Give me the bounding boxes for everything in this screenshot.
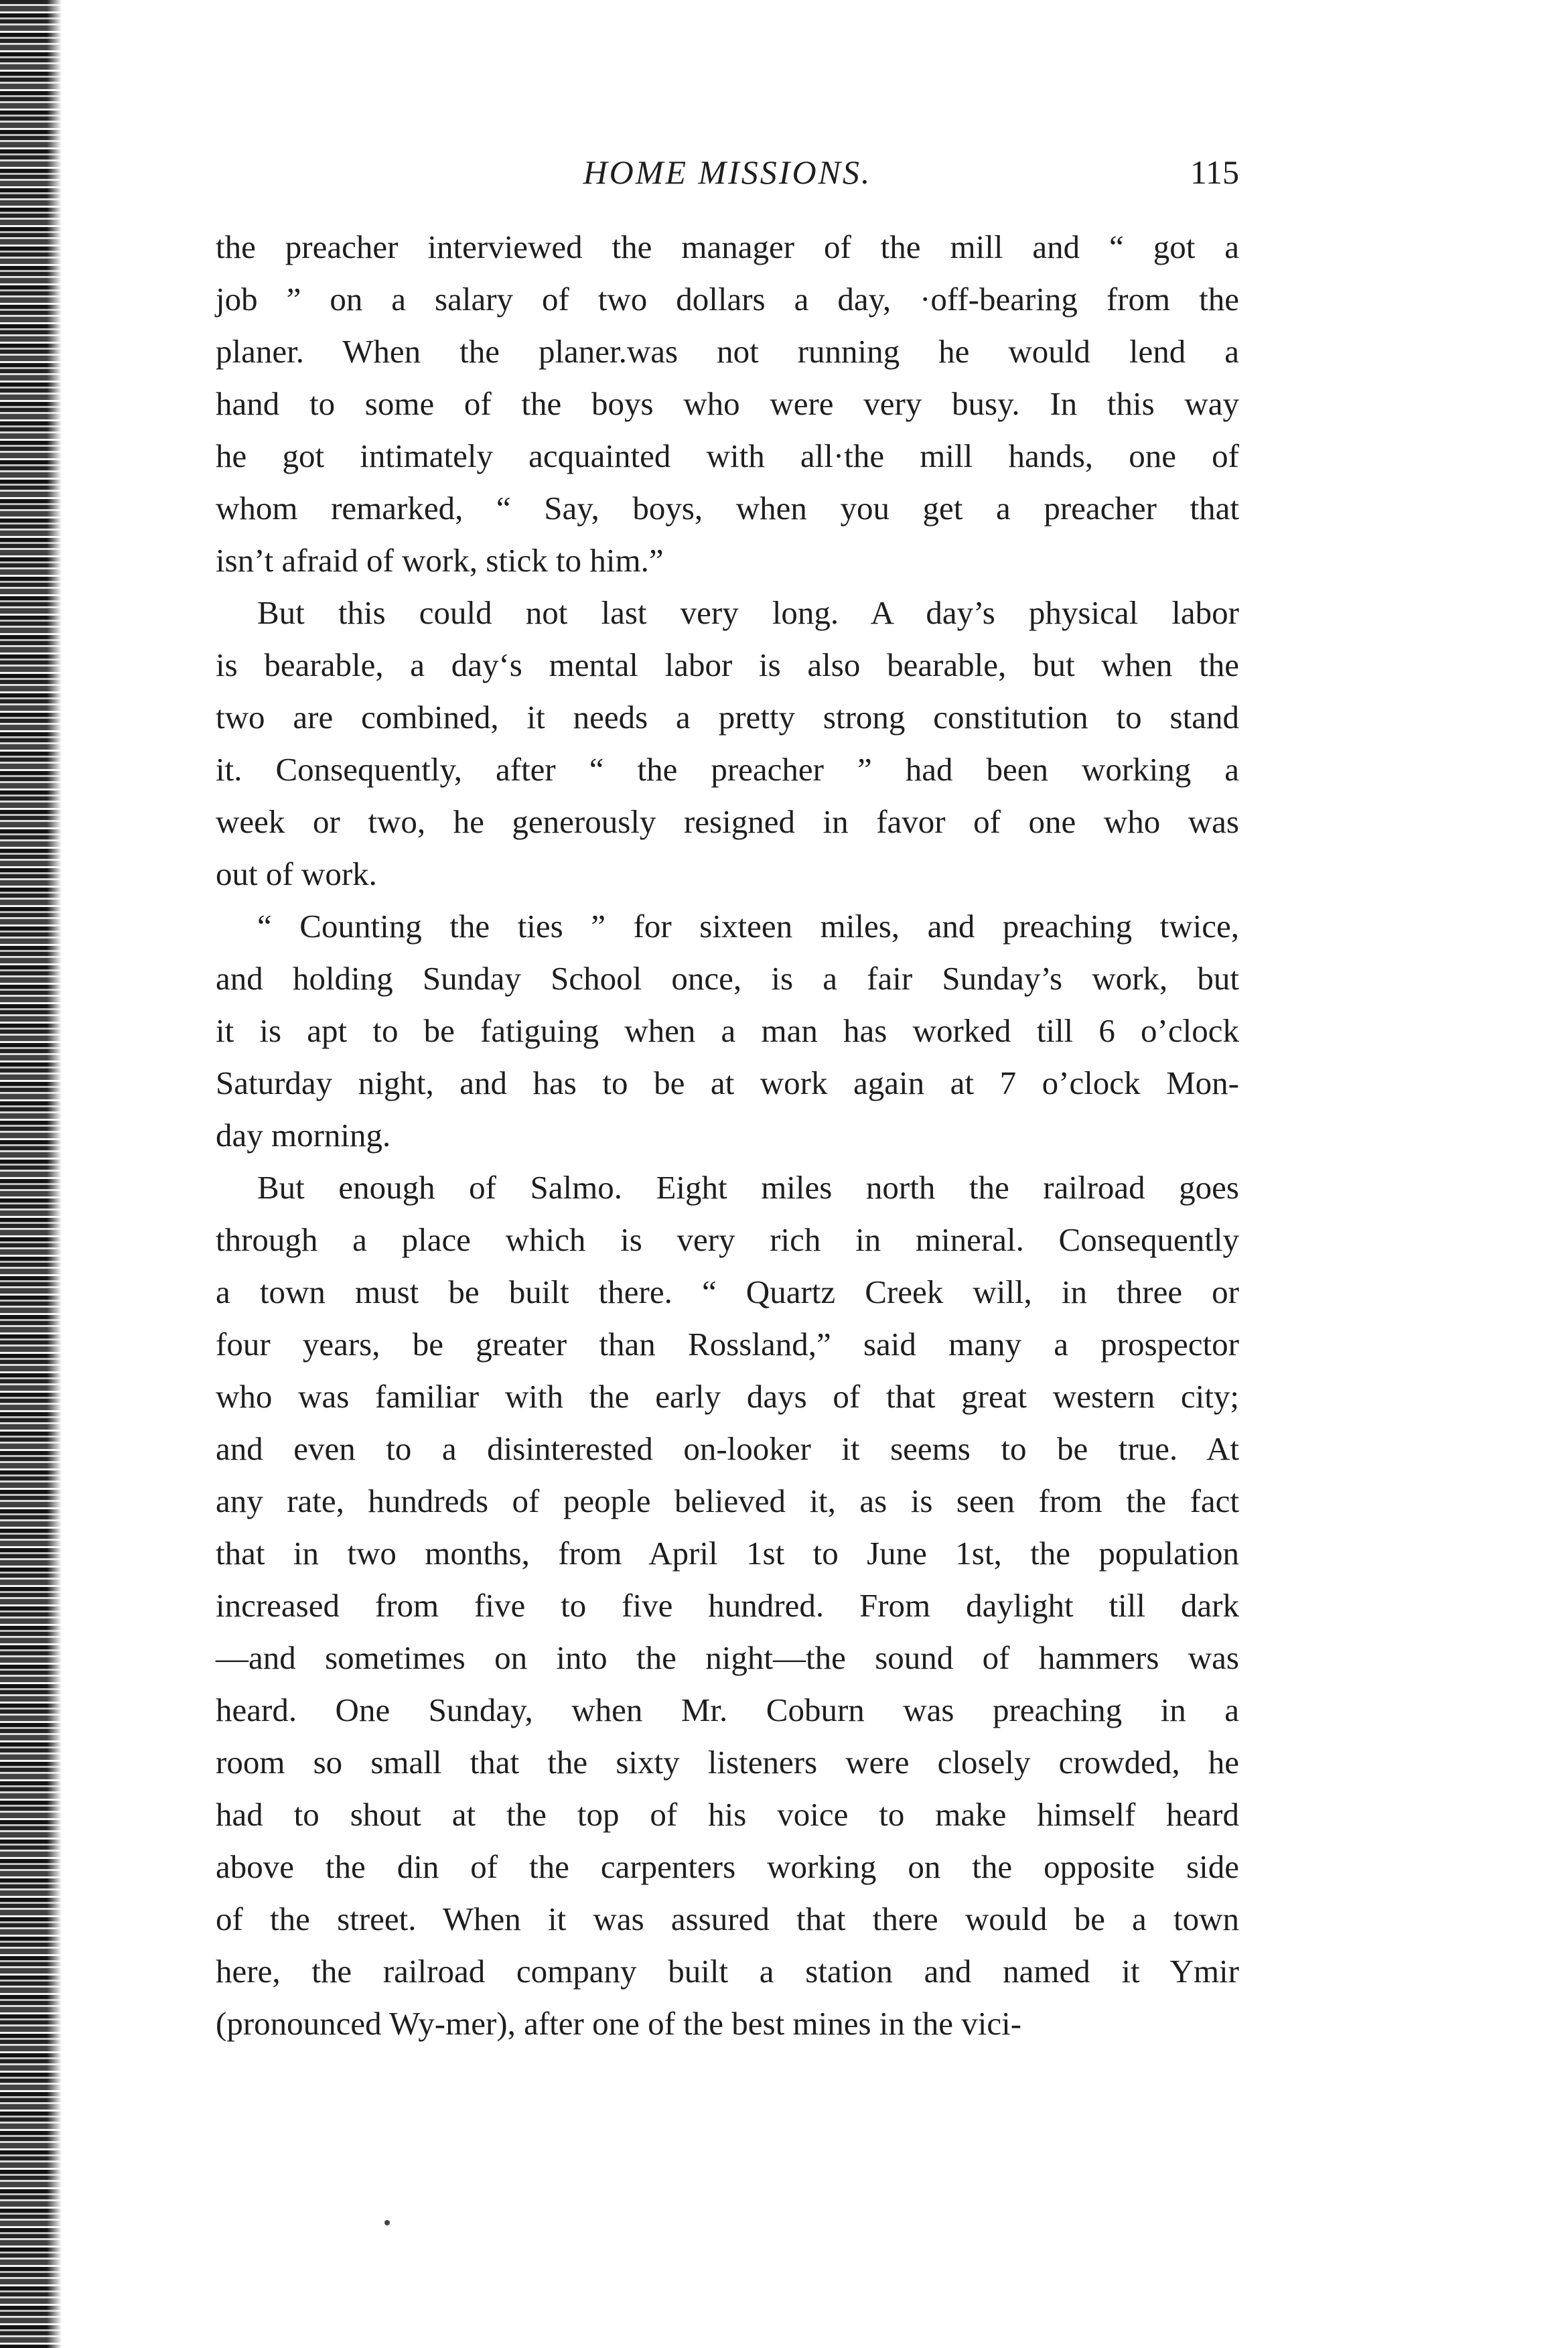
paragraph bbox=[216, 587, 1239, 900]
text-line: whom remarked, “ Say, boys, when you get a preacher that bbox=[216, 490, 1239, 527]
body-text bbox=[216, 221, 1239, 2050]
text-line: increased from five to five hundred. From daylight till dark bbox=[216, 1587, 1239, 1624]
text-line: “ Counting the ties ” for sixteen miles, and preaching twice, bbox=[257, 908, 1239, 945]
paragraph bbox=[216, 1162, 1239, 2050]
text-line: But this could not last very long. A day’s physical labor bbox=[257, 594, 1239, 631]
stray-ink-dot bbox=[384, 2220, 390, 2225]
text-line: isn’t afraid of work, stick to him.” bbox=[216, 542, 664, 579]
text-line: and holding Sunday School once, is a fair Sunday’s work, but bbox=[216, 960, 1239, 997]
text-line: a town must be built there. “ Quartz Creek will, in three or bbox=[216, 1273, 1239, 1310]
paragraph bbox=[216, 221, 1239, 587]
text-line: here, the railroad company built a station and named it Ymir bbox=[216, 1953, 1239, 1990]
text-line: heard. One Sunday, when Mr. Coburn was preaching in a bbox=[216, 1691, 1239, 1728]
text-line: —and sometimes on into the night—the sound of hammers was bbox=[216, 1639, 1239, 1676]
text-line: four years, be greater than Rossland,” said many a prospector bbox=[216, 1326, 1239, 1363]
text-line: had to shout at the top of his voice to make himself heard bbox=[216, 1796, 1239, 1833]
text-line: planer. When the planer.was not running he would lend a bbox=[216, 333, 1239, 370]
text-line: any rate, hundreds of people believed it, as is seen from the fact bbox=[216, 1482, 1239, 1519]
text-line: week or two, he generously resigned in favor of one who was bbox=[216, 803, 1239, 840]
scanned-binding-edge bbox=[0, 0, 62, 2348]
text-line: two are combined, it needs a pretty strong constitution to stand bbox=[216, 699, 1239, 736]
text-line: of the street. When it was assured that there would be a town bbox=[216, 1901, 1239, 1937]
text-line: (pronounced Wy-mer), after one of the best mines in the vici- bbox=[216, 2005, 1022, 2042]
text-line: job ” on a salary of two dollars a day, ·off-bearing from the bbox=[216, 281, 1239, 318]
text-line: day morning. bbox=[216, 1117, 391, 1154]
page-number: 115 bbox=[1190, 153, 1239, 191]
text-line: it. Consequently, after “ the preacher ” had been working a bbox=[216, 751, 1239, 788]
text-line: through a place which is very rich in mineral. Consequently bbox=[216, 1221, 1239, 1258]
text-line: who was familiar with the early days of that great western city; bbox=[216, 1378, 1239, 1415]
text-line: it is apt to be fatiguing when a man has worked till 6 o’clock bbox=[216, 1012, 1239, 1049]
text-line: above the din of the carpenters working on the opposite side bbox=[216, 1848, 1239, 1885]
text-line: and even to a disinterested on-looker it seems to be true. At bbox=[216, 1430, 1239, 1467]
running-head bbox=[216, 153, 1239, 206]
text-line: hand to some of the boys who were very busy. In this way bbox=[216, 385, 1239, 422]
text-line: that in two months, from April 1st to June 1st, the population bbox=[216, 1535, 1239, 1572]
text-line: But enough of Salmo. Eight miles north the railroad goes bbox=[257, 1169, 1239, 1206]
text-line: out of work. bbox=[216, 855, 377, 892]
text-line: is bearable, a day‘s mental labor is also bearable, but when the bbox=[216, 646, 1239, 683]
paragraph bbox=[216, 900, 1239, 1162]
text-line: Saturday night, and has to be at work again at 7 o’clock Mon- bbox=[216, 1064, 1239, 1101]
text-line: he got intimately acquainted with all·the mill hands, one of bbox=[216, 437, 1239, 474]
running-head-title: HOME MISSIONS. bbox=[583, 153, 872, 191]
text-line: room so small that the sixty listeners were closely crowded, he bbox=[216, 1744, 1239, 1781]
text-line: the preacher interviewed the manager of the mill and “ got a bbox=[216, 228, 1239, 265]
